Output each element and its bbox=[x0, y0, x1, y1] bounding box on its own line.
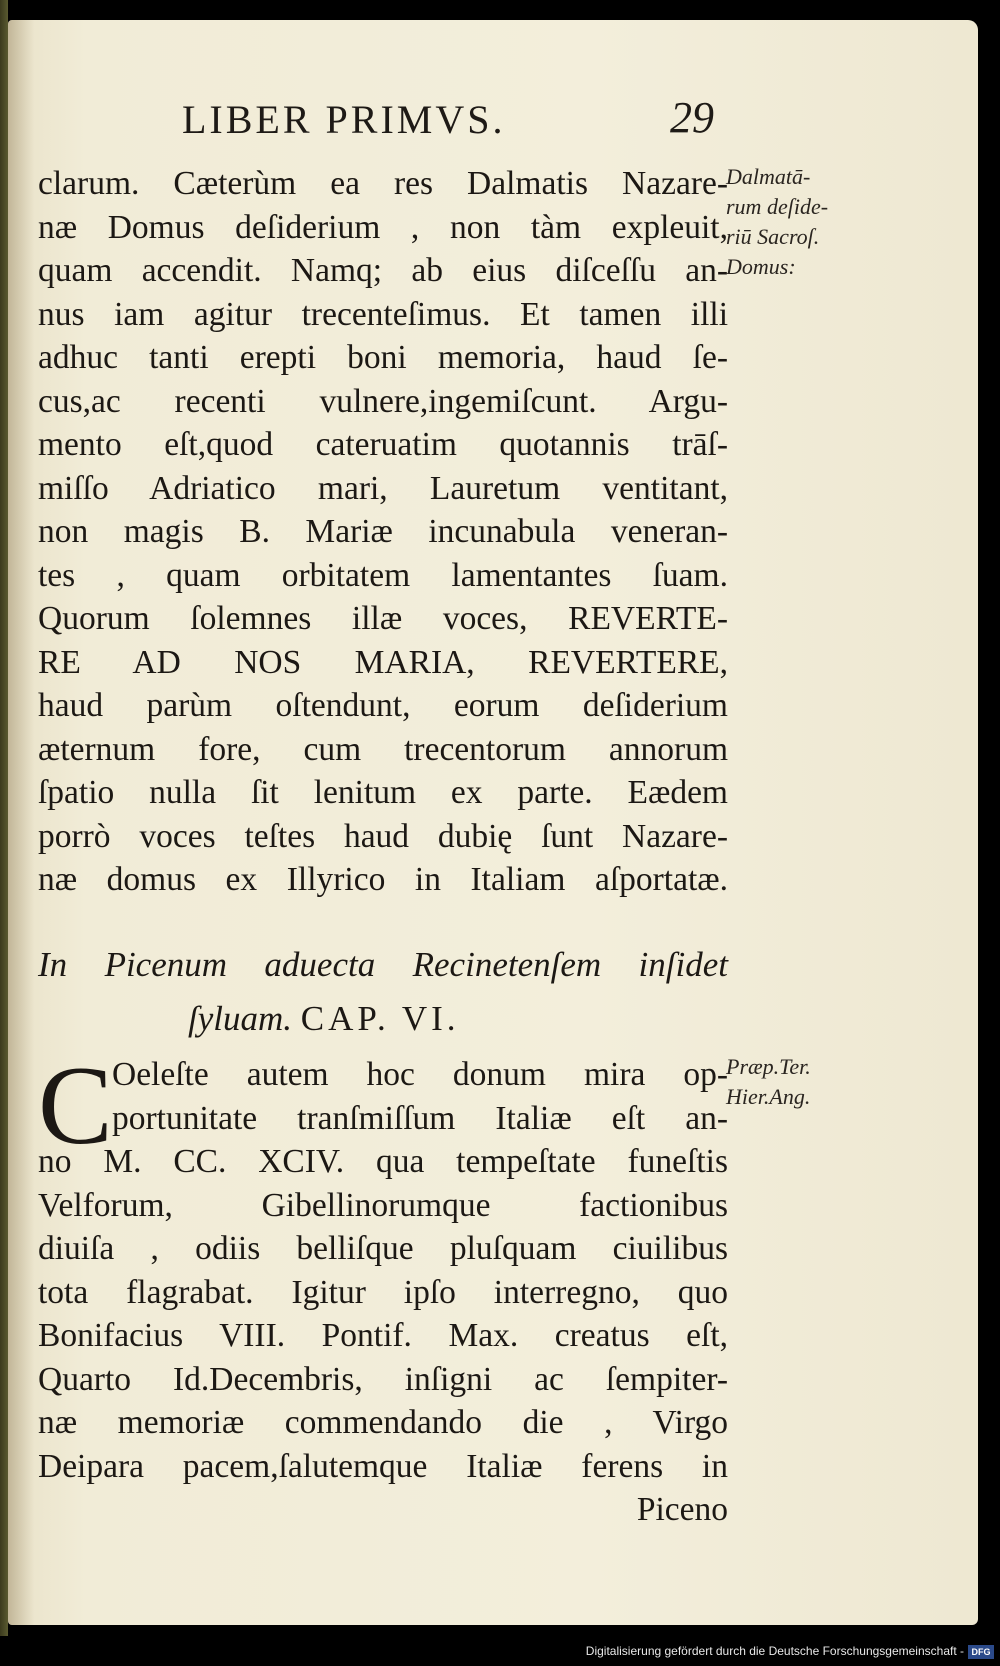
main-text-block-1 bbox=[38, 162, 728, 902]
marginal-line: Domus: bbox=[726, 254, 796, 279]
dropcap-indented-lines bbox=[38, 1053, 728, 1140]
text-line: tota flagrabat. Igitur ipſo interregno, quo bbox=[38, 1273, 728, 1311]
text-line: RE AD NOS MARIA, REVERTERE, bbox=[38, 643, 728, 681]
text-line: Quorum ſolemnes illæ voces, REVERTE- bbox=[38, 600, 728, 637]
marginal-line: Dalmatā- bbox=[726, 164, 811, 189]
text-line: tes , quam orbitatem lamentantes ſuam. bbox=[38, 556, 728, 594]
catchword: Piceno bbox=[636, 1491, 728, 1528]
text-line: ſpatio nulla ſit lenitum ex parte. Eædem bbox=[38, 774, 728, 811]
text-line: portunitate tranſmiſſum Italiæ eſt an- bbox=[112, 1099, 728, 1137]
book-spine-edge bbox=[0, 0, 8, 1666]
text-line: næ domus ex Illyrico in Italiam aſportatæ. bbox=[38, 861, 728, 898]
digitization-credit: Digitalisierung gefördert durch die Deutsche Forschungsgemeinschaft - bbox=[585, 1644, 964, 1658]
dfg-logo-icon: DFG bbox=[968, 1645, 994, 1659]
text-line: næ Domus deſiderium , non tàm expleuit, bbox=[38, 208, 728, 246]
text-line: clarum. Cæterùm ea res Dalmatis Nazare- bbox=[38, 165, 728, 202]
marginal-line: Præp.Ter. bbox=[726, 1054, 811, 1079]
text-line: Velforum, Gibellinorumque factionibus bbox=[38, 1186, 728, 1224]
text-line: miſſo Adriatico mari, Lauretum ventitant, bbox=[38, 469, 728, 507]
drop-cap-initial: C bbox=[38, 1044, 113, 1168]
text-line: Bonifacius VIII. Pontif. Max. creatus eſt, bbox=[38, 1317, 728, 1354]
text-line: nus iam agitur trecenteſimus. Et tamen illi bbox=[38, 295, 728, 333]
chapter-heading-line-2 bbox=[38, 992, 728, 1046]
text-line: non magis B. Mariæ incunabula veneran- bbox=[38, 513, 728, 550]
text-line: cus,ac recenti vulnere,ingemiſcunt. Argu- bbox=[38, 382, 728, 420]
chapter-heading bbox=[38, 938, 728, 1046]
text-line: næ memoriæ commendando die , Virgo bbox=[38, 1404, 728, 1441]
marginal-line: Hier.Ang. bbox=[726, 1084, 811, 1109]
text-line: æternum fore, cum trecentorum annorum bbox=[38, 730, 728, 768]
text-line: quam accendit. Namq; ab eius diſceſſu an- bbox=[38, 252, 728, 289]
text-line: adhuc tanti erepti boni memoria, haud ſe- bbox=[38, 339, 728, 376]
footer-bar bbox=[0, 1636, 1000, 1666]
text-line: mento eſt,quod cateruatim quotannis trāſ- bbox=[38, 426, 728, 463]
text-line: Oeleſte autem hoc donum mira op- bbox=[112, 1056, 728, 1093]
running-title: LIBER PRIMVS. bbox=[182, 97, 506, 142]
text-line: no M. CC. XCIV. qua tempeſtate funeſtis bbox=[38, 1143, 728, 1180]
text-line: Deipara pacem,ſalutemque Italiæ ferens in bbox=[38, 1447, 728, 1485]
main-text-block-2 bbox=[38, 1044, 728, 1532]
chapter-heading-line-1: In Picenum aduecta Recinetenſem inſidet bbox=[38, 945, 728, 984]
text-line: haud parùm oſtendunt, eorum deſiderium bbox=[38, 687, 728, 724]
marginal-line: riū Sacroſ. bbox=[726, 224, 820, 249]
page-number: 29 bbox=[670, 93, 714, 142]
chapter-heading-italic: ſyluam. bbox=[188, 999, 293, 1038]
book-page bbox=[8, 20, 978, 1625]
marginal-note-2 bbox=[726, 1052, 866, 1112]
page-header bbox=[8, 86, 978, 156]
text-line: Quarto Id.Decembris, inſigni ac ſempiter- bbox=[38, 1360, 728, 1398]
text-line: diuiſa , odiis belliſque pluſquam ciuilibus bbox=[38, 1230, 728, 1267]
marginal-note-1 bbox=[726, 162, 866, 282]
chapter-number: CAP. VI. bbox=[300, 999, 460, 1038]
text-line: porrò voces teſtes haud dubię ſunt Nazare- bbox=[38, 817, 728, 855]
marginal-line: rum deſide- bbox=[726, 194, 829, 219]
